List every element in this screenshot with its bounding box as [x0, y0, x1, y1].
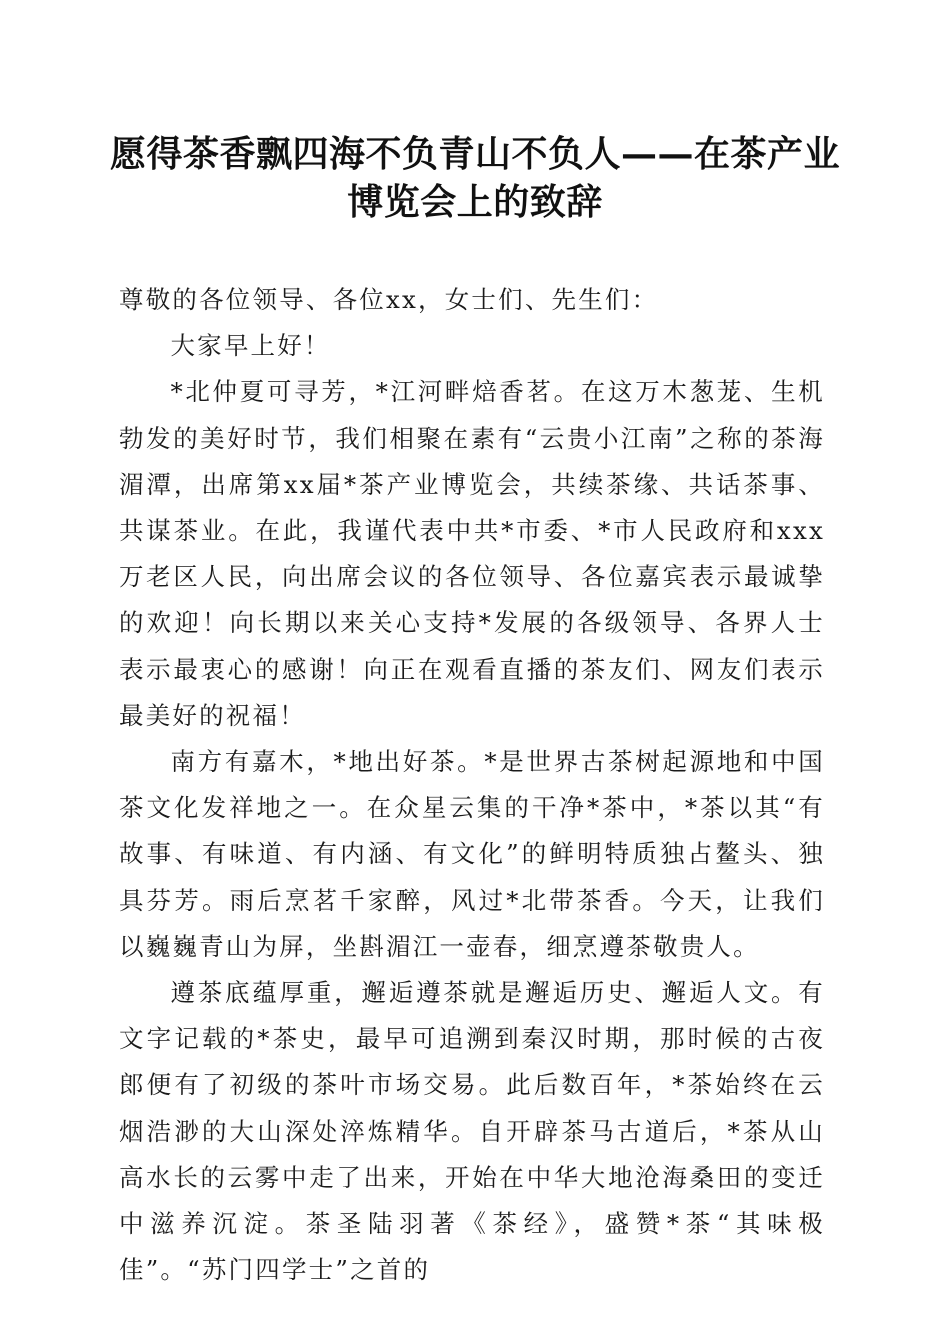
greeting: 大家早上好！ — [170, 331, 331, 361]
body-paragraph: 遵茶底蕴厚重，邂逅遵茶就是邂逅历史、邂逅人文。有文字记载的*茶史，最早可追溯到秦汉时期，那时候的古夜郎便有了初级的茶叶市场交易。此后数百年，*茶始终在云烟浩渺的大山深处淬炼精华。自开辟茶马古道后，*茶从山高水长的云雾中走了出来，开始在中华大地沧海桑田的变迁中滋养沉淀。茶圣陆羽著《茶经》，盛赞*茶“其味极佳”。“苏门四学士”之首的 — [119, 978, 825, 1285]
body-paragraph: 南方有嘉木，*地出好茶。*是世界古茶树起源地和中国茶文化发祥地之一。在众星云集的干净*茶中，*茶以其“有故事、有味道、有内涵、有文化”的鲜明特质独占鳌头、独具芬芳。雨后烹茗千家醉，风过*北带茶香。今天，让我们以巍巍青山为屏，坐斟湄江一壶春，细烹遵茶敬贵人。 — [119, 747, 825, 961]
document-body — [119, 277, 825, 1293]
body-paragraph: *北仲夏可寻芳，*江河畔焙香茗。在这万木葱茏、生机勃发的美好时节，我们相聚在素有“云贵小江南”之称的茶海湄潭，出席第xx届*茶产业博览会，共续茶缘、共话茶事、共谋茶业。在此，我谨代表中共*市委、*市人民政府和xxx万老区人民，向出席会议的各位领导、各位嘉宾表示最诚挚的欢迎！向长期以来关心支持*发展的各级领导、各界人士表示最衷心的感谢！向正在观看直播的茶友们、网友们表示最美好的祝福！ — [119, 377, 825, 730]
salutation: 尊敬的各位领导、各位xx，女士们、先生们： — [119, 285, 659, 314]
document-title: 愿得茶香飘四海不负青山不负人——在茶产业博览会上的致辞 — [109, 133, 840, 223]
